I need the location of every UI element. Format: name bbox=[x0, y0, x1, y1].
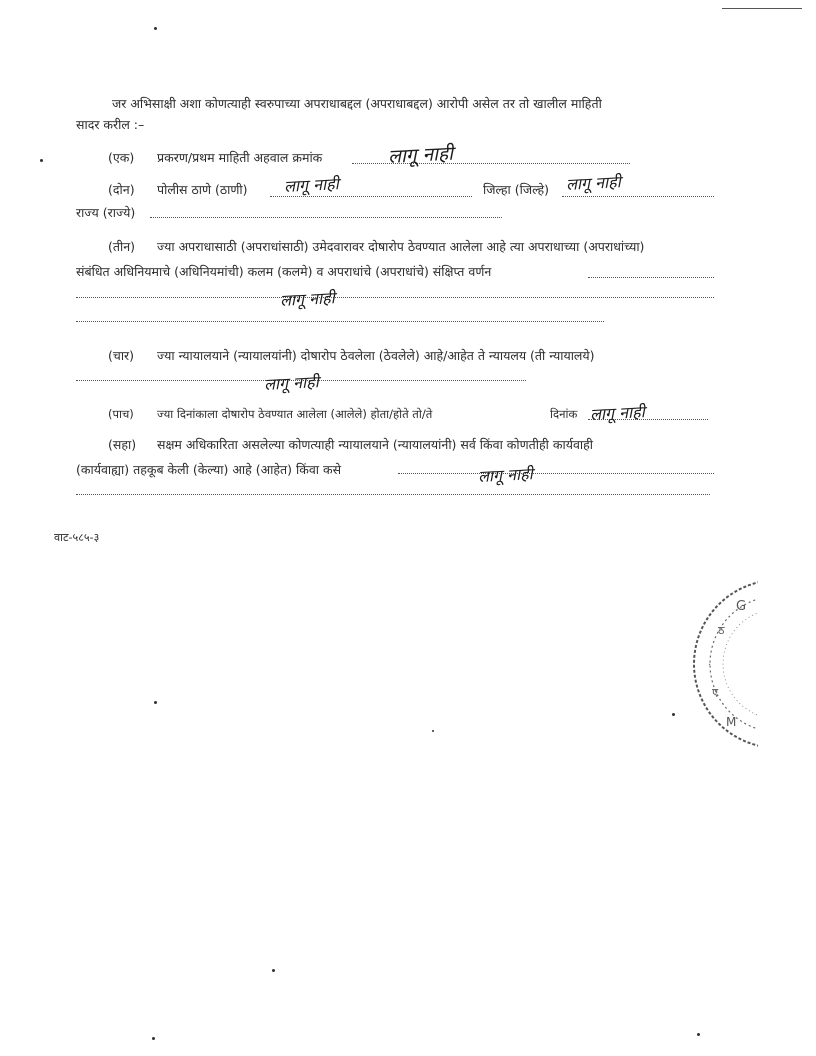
offence-line-2: संबंधित अधिनियमाचे (अधिनियमांची) कलम (कलमे) व अपराधांचे (अपराधांचे) संक्षिप्त वर्णन bbox=[76, 264, 492, 279]
scan-speck bbox=[40, 159, 43, 162]
stay-line-b bbox=[76, 494, 710, 495]
item-number-6: (सहा) bbox=[108, 437, 137, 452]
scan-speck bbox=[272, 969, 275, 972]
offence-value: लागू नाही bbox=[279, 288, 336, 310]
svg-text:ए: ए bbox=[712, 686, 719, 699]
svg-text:·: · bbox=[708, 660, 712, 671]
scan-speck bbox=[697, 1033, 700, 1036]
offence-line-b bbox=[76, 297, 714, 298]
svg-text:M: M bbox=[726, 715, 737, 729]
scan-speck bbox=[152, 1037, 155, 1040]
charge-date-line-1: ज्या दिनांकाला दोषारोप ठेवण्यात आलेला (आलेले) होता/होते तो/ते bbox=[157, 407, 433, 421]
district-value: लागू नाही bbox=[565, 172, 622, 194]
district-label: जिल्हा (जिल्हे) bbox=[483, 182, 550, 197]
offence-line-c bbox=[76, 321, 604, 322]
form-reference: वाट-५८५-३ bbox=[54, 531, 100, 544]
svg-text:ठ: ठ bbox=[718, 624, 725, 637]
court-value: लागू नाही bbox=[263, 372, 320, 394]
scan-edge-line bbox=[722, 8, 802, 9]
offence-line-1: ज्या अपराधासाठी (अपराधांसाठी) उमेदवारावर दोषारोप ठेवण्यात आलेला आहे त्या अपराधाच्या (अपराधांच्या) bbox=[157, 239, 645, 254]
svg-text:G: G bbox=[736, 599, 747, 614]
scan-speck bbox=[154, 701, 157, 704]
offence-line-a bbox=[588, 277, 714, 278]
scan-speck bbox=[154, 27, 157, 30]
police-station-label: पोलीस ठाणे (ठाणी) bbox=[157, 182, 248, 197]
intro-line-1: जर अभिसाक्षी अशा कोणत्याही स्वरुपाच्या अपराधाबद्दल (अपराधाबद्दल) आरोपी असेल तर तो खालील माहिती bbox=[112, 96, 602, 111]
item-number-4: (चार) bbox=[108, 348, 135, 363]
stay-line-1: सक्षम अधिकारिता असलेल्या कोणत्याही न्यायालयाने (न्यायालयांनी) सर्व किंवा कोणतीही कार्यवाही bbox=[157, 437, 594, 452]
case-number-value: लागू नाही bbox=[387, 142, 454, 168]
state-line bbox=[150, 217, 502, 218]
item-number-2: (दोन) bbox=[108, 182, 135, 197]
court-line-1: ज्या न्यायालयाने (न्यायालयांनी) दोषारोप ठेवलेला (ठेवलेले) आहे/आहेत ते न्यायलय (ती न्यायालये) bbox=[157, 348, 595, 363]
scan-speck bbox=[432, 730, 434, 732]
state-label: राज्य (राज्ये) bbox=[76, 205, 136, 220]
round-stamp-icon bbox=[686, 576, 758, 752]
stay-value: लागू नाही bbox=[477, 464, 534, 486]
district-line bbox=[562, 196, 714, 197]
police-station-value: लागू नाही bbox=[283, 174, 340, 196]
item-number-3: (तीन) bbox=[108, 239, 136, 254]
charge-date-label: दिनांक bbox=[550, 407, 578, 421]
item-number-5: (पाच) bbox=[108, 407, 134, 421]
charge-date-value: लागू नाही bbox=[589, 402, 646, 424]
stay-line-2: (कार्यवाह्या) तहकूब केली (केल्या) आहे (आहेत) किंवा कसे bbox=[76, 462, 342, 477]
scan-speck bbox=[672, 713, 675, 716]
intro-line-2: सादर करील :– bbox=[76, 117, 145, 132]
item-number-1: (एक) bbox=[108, 150, 135, 165]
case-number-label: प्रकरण/प्रथम माहिती अहवाल क्रमांक bbox=[157, 150, 323, 165]
stay-line-a bbox=[398, 473, 714, 474]
